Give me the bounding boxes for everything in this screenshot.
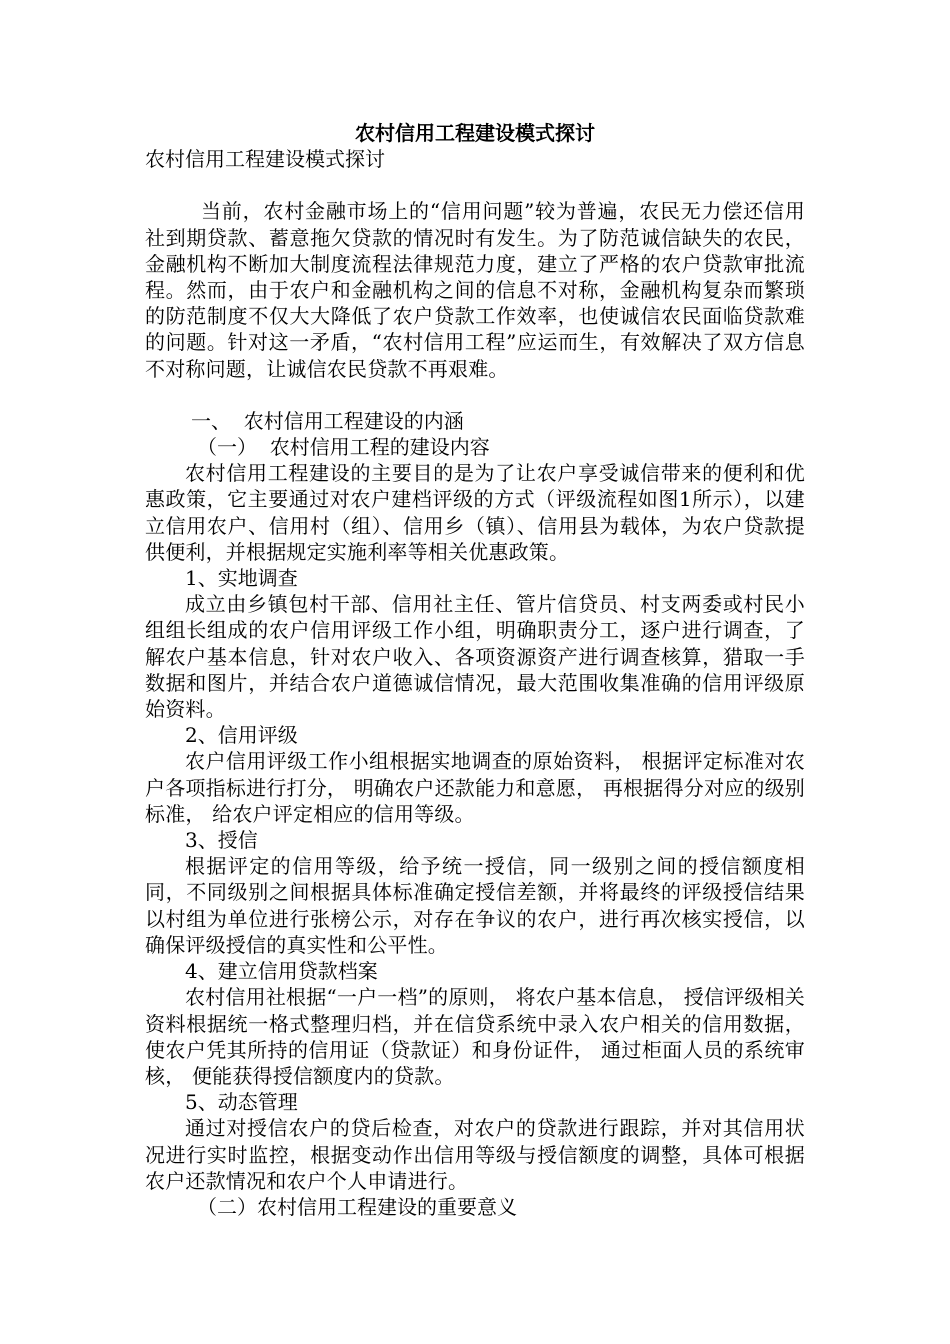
section-heading-1: 一、 农村信用工程建设的内涵 — [191, 408, 464, 433]
item-heading-1: 1、实地调查 — [185, 566, 298, 591]
subsection-heading-2: （二）农村信用工程建设的重要意义 — [197, 1194, 517, 1219]
item-paragraph-1: 成立由乡镇包村干部、信用社主任、管片信贷员、村支两委或村民小组组长组成的农户信用评级工作小组，明确职责分工，逐户进行调查，了解农户基本信息，针对农户收入、各项资源资产进行调查核算，猎取一手数据和图片，并结合农户道德诚信情况，最大范围收集准确的信用评级原始资料。 — [145, 592, 805, 722]
spacer — [145, 382, 805, 408]
spacer — [145, 172, 805, 198]
subsection-heading-1: （一） 农村信用工程的建设内容 — [197, 435, 490, 460]
subsection-1-paragraph: 农村信用工程建设的主要目的是为了让农户享受诚信带来的便利和优惠政策，它主要通过对农户建档评级的方式（评级流程如图1所示），以建立信用农户、信用村（组）、信用乡（镇）、信用县为载体，为农户贷款提供便利，并根据规定实施利率等相关优惠政策。 — [145, 461, 805, 564]
item-heading-3: 3、授信 — [185, 828, 258, 853]
item-paragraph-5: 通过对授信农户的贷后检查，对农户的贷款进行跟踪，并对其信用状况进行实时监控，根据变动作出信用等级与授信额度的调整，具体可根据农户还款情况和农户个人申请进行。 — [145, 1116, 805, 1193]
intro-paragraph: 当前，农村金融市场上的“信用问题”较为普遍，农民无力偿还信用社到期贷款、蓄意拖欠贷款的情况时有发生。为了防范诚信缺失的农民，金融机构不断加大制度流程法律规范力度，建立了严格的农户贷款审批流程。然而，由于农户和金融机构之间的信息不对称，金融机构复杂而繁琐的防范制度不仅大大降低了农户贷款工作效率，也使诚信农民面临贷款难的问题。针对这一矛盾，“农村信用工程”应运而生，有效解决了双方信息不对称问题，让诚信农民贷款不再艰难。 — [145, 199, 805, 381]
item-paragraph-2: 农户信用评级工作小组根据实地调查的原始资料， 根据评定标准对农户各项指标进行打分， 明确农户还款能力和意愿， 再根据得分对应的级别标准， 给农户评定相应的信用等级。 — [145, 749, 805, 826]
document-subtitle: 农村信用工程建设模式探讨 — [145, 147, 385, 172]
document-body — [145, 120, 805, 1220]
item-heading-4: 4、建立信用贷款档案 — [185, 959, 378, 984]
document-title: 农村信用工程建设模式探讨 — [355, 121, 595, 145]
item-paragraph-3: 根据评定的信用等级，给予统一授信，同一级别之间的授信额度相同，不同级别之间根据具体标准确定授信差额，并将最终的评级授信结果以村组为单位进行张榜公示，对存在争议的农户，进行再次核实授信，以确保评级授信的真实性和公平性。 — [145, 854, 805, 957]
item-heading-2: 2、信用评级 — [185, 723, 298, 748]
item-paragraph-4: 农村信用社根据“一户一档”的原则， 将农户基本信息， 授信评级相关资料根据统一格式整理归档，并在信贷系统中录入农户相关的信用数据，使农户凭其所持的信用证（贷款证）和身份证件， 通过柜面人员的系统审核， 便能获得授信额度内的贷款。 — [145, 985, 805, 1088]
item-heading-5: 5、动态管理 — [185, 1090, 298, 1115]
